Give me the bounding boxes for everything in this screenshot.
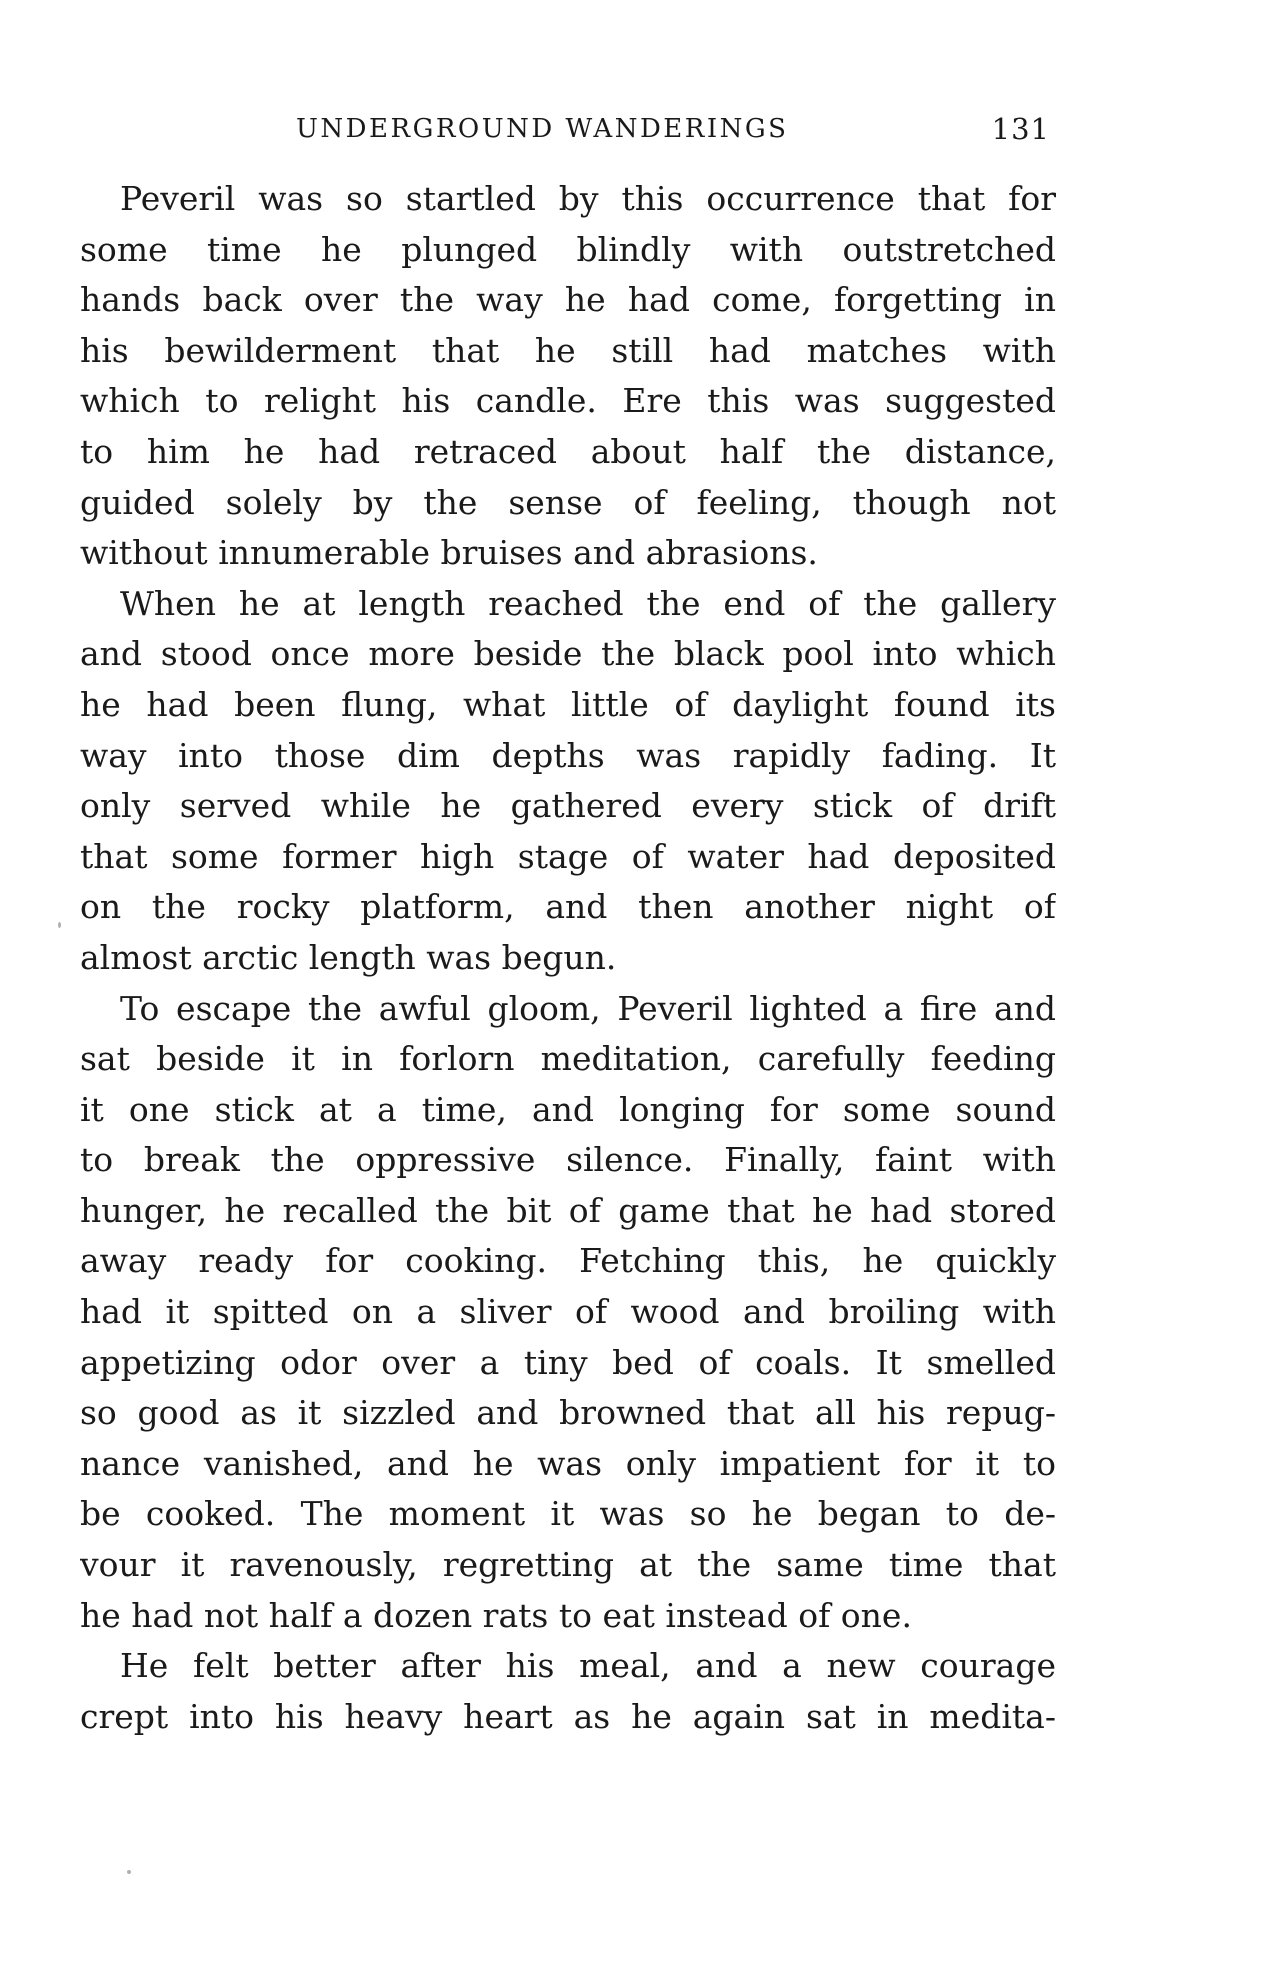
text-line: When he at length reached the end of the gallery [120,583,1056,623]
page-number: 131 [991,112,1050,146]
text-line: appetizing odor over a tiny bed of coals. It smelled [80,1342,1056,1382]
text-line: only served while he gathered every stick of drift [80,786,1056,826]
text-line: he had been flung, what little of daylight found its [80,684,1056,724]
text-line: vour it ravenously, regretting at the same time that [80,1545,1056,1585]
text-line: To escape the awful gloom, Peveril lighted a fire and [120,988,1056,1028]
text-line: be cooked. The moment it was so he began to de- [80,1494,1056,1534]
text-line: which to relight his candle. Ere this was suggested [80,381,1056,421]
text-line: some time he plunged blindly with outstretched [80,229,1056,269]
text-line: away ready for cooking. Fetching this, he quickly [80,1241,1056,1281]
paragraph-2 [80,579,1056,984]
text-line: that some former high stage of water had deposited [80,836,1056,876]
text-line: He felt better after his meal, and a new courage [120,1646,1056,1686]
text-line: sat beside it in forlorn meditation, carefully feeding [80,1039,1056,1079]
text-line: crept into his heavy heart as he again sat in medita- [80,1696,1056,1736]
text-line: way into those dim depths was rapidly fading. It [80,735,1056,775]
text-line: he had not half a dozen rats to eat instead of one. [80,1595,912,1635]
text-line: Peveril was so startled by this occurrence that for [120,179,1056,218]
paragraph-1 [80,174,1056,579]
text-line: to break the oppressive silence. Finally, faint with [80,1140,1056,1180]
paragraph-3 [80,984,1056,1642]
text-line: hunger, he recalled the bit of game that he had stored [80,1190,1056,1230]
text-line: guided solely by the sense of feeling, though not [80,482,1056,522]
running-head [80,108,1050,154]
text-line: it one stick at a time, and longing for some sound [80,1089,1056,1129]
text-line: without innumerable bruises and abrasions. [80,533,818,573]
running-title: UNDERGROUND WANDERINGS [296,114,789,144]
text-line: to him he had retraced about half the distance, [80,431,1056,471]
text-line: almost arctic length was begun. [80,937,617,977]
paper-speck [58,922,61,928]
text-line: and stood once more beside the black pool into which [80,634,1056,674]
text-line: had it spitted on a sliver of wood and broiling with [80,1292,1056,1332]
paragraph-4 [80,1641,1056,1742]
text-line: hands back over the way he had come, forgetting in [80,280,1056,320]
text-line: on the rocky platform, and then another night of [80,887,1056,927]
body-text [80,174,1056,1742]
text-line: nance vanished, and he was only impatient for it to [80,1443,1056,1483]
paper-speck [127,1870,131,1874]
text-line: his bewilderment that he still had matches with [80,330,1056,370]
text-line: so good as it sizzled and browned that all his repug- [80,1393,1056,1433]
